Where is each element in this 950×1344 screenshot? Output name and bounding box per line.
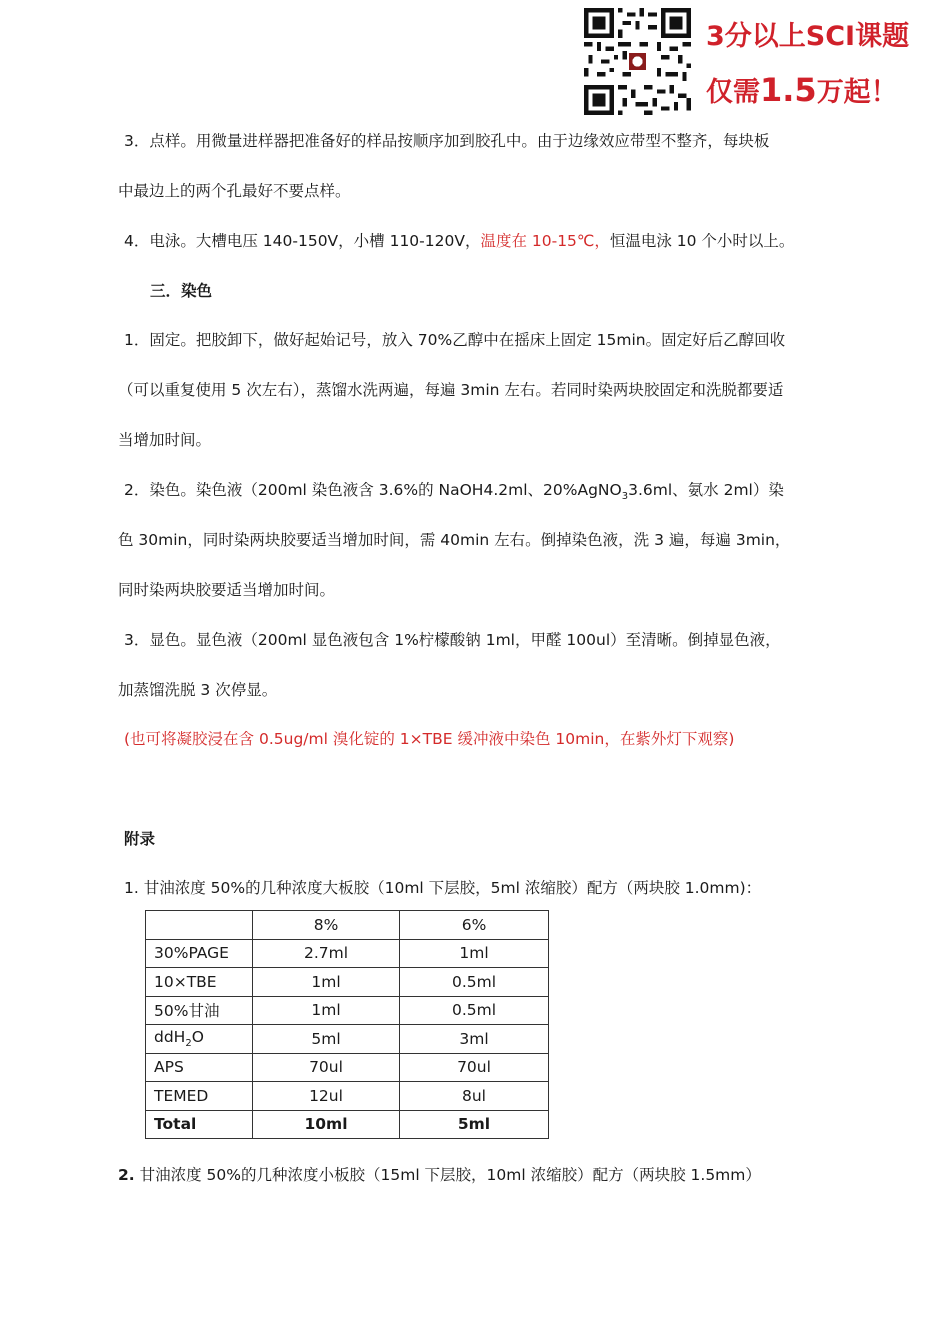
appendix-item: 1. 甘油浓度 50%的几种浓度大板胶（10ml 下层胶，5ml 浓缩胶）配方（两块胶 1.0mm)： xyxy=(124,879,762,897)
paragraph-line: 3．显色。显色液（200ml 显色液包含 1%柠檬酸钠 1ml，甲醛 100ul）至清晰。倒掉显色液， xyxy=(124,631,781,649)
table-cell: 0.5ml xyxy=(400,996,549,1025)
subscript: 3 xyxy=(621,491,629,503)
table-cell: 5ml xyxy=(400,1110,549,1139)
paragraph-line: 同时染两块胶要适当增加时间。 xyxy=(118,581,336,599)
text-segment: 4．电泳。大槽电压 140-150V，小槽 110-120V， xyxy=(124,232,481,250)
table-cell: 8% xyxy=(253,911,400,940)
subscript: 2 xyxy=(185,1038,192,1050)
text-segment: 恒温电泳 10 个小时以上。 xyxy=(609,232,795,250)
highlight-text: 温度在 10-15℃， xyxy=(480,232,610,250)
paragraph-line: 中最边上的两个孔最好不要点样。 xyxy=(118,182,351,200)
qr-code-icon[interactable] xyxy=(584,8,691,115)
table-row xyxy=(146,968,549,997)
table-cell: 5ml xyxy=(253,1025,400,1054)
section-heading: 三．染色 xyxy=(150,282,213,300)
paragraph-line xyxy=(124,478,784,509)
cell-text: O xyxy=(191,1028,204,1047)
text-segment: 2．染色。染色液（200ml 染色液含 3.6%的 NaOH4.2ml、20%AgNO xyxy=(124,481,622,499)
paragraph-line xyxy=(124,229,794,253)
table-cell: 50%甘油 xyxy=(146,996,253,1025)
table-header-row xyxy=(146,911,549,940)
appendix-heading: 附录 xyxy=(124,830,156,848)
table-cell: 0.5ml xyxy=(400,968,549,997)
table-cell: 8ul xyxy=(400,1082,549,1111)
paragraph-line: 色 30min，同时染两块胶要适当增加时间，需 40min 左右。倒掉染色液，洗 3 遍，每遍 3min， xyxy=(118,531,791,549)
table-cell: APS xyxy=(146,1053,253,1082)
table-row xyxy=(146,1082,549,1111)
ad-price-suffix: 万起！ xyxy=(816,77,898,108)
table-cell: 1ml xyxy=(253,968,400,997)
table-cell: 2.7ml xyxy=(253,939,400,968)
recipe-table xyxy=(145,910,549,1139)
ad-headline: 3分以上SCI课题 xyxy=(706,21,910,52)
table-total-row xyxy=(146,1110,549,1139)
table-cell: 70ul xyxy=(253,1053,400,1082)
cell-text: ddH xyxy=(154,1028,186,1047)
ad-price-number: 1.5 xyxy=(760,71,817,109)
paragraph-line: 当增加时间。 xyxy=(118,431,212,449)
table-cell: 1ml xyxy=(400,939,549,968)
table-row xyxy=(146,1053,549,1082)
table-cell: TEMED xyxy=(146,1082,253,1111)
note-line: (也可将凝胶浸在含 0.5ug/ml 溴化锭的 1×TBE 缓冲液中染色 10min，在紫外灯下观察) xyxy=(124,730,735,748)
table-cell: 1ml xyxy=(253,996,400,1025)
table-cell xyxy=(146,911,253,940)
table-cell: 6% xyxy=(400,911,549,940)
table-row xyxy=(146,939,549,968)
table-cell: 12ul xyxy=(253,1082,400,1111)
text-segment: 甘油浓度 50%的几种浓度小板胶（15ml 下层胶，10ml 浓缩胶）配方（两块胶 1.5mm） xyxy=(134,1166,761,1184)
ad-price-line xyxy=(706,70,898,109)
table-cell: Total xyxy=(146,1110,253,1139)
appendix-item xyxy=(118,1163,761,1187)
table-cell: 30%PAGE xyxy=(146,939,253,968)
table-cell: 10ml xyxy=(253,1110,400,1139)
paragraph-line: 1．固定。把胶卸下，做好起始记号，放入 70%乙醇中在摇床上固定 15min。固定好后乙醇回收 xyxy=(124,331,786,349)
item-number: 2. xyxy=(118,1166,135,1184)
table-cell: 10×TBE xyxy=(146,968,253,997)
table-cell xyxy=(146,1025,253,1054)
table-cell: 3ml xyxy=(400,1025,549,1054)
table-row xyxy=(146,1025,549,1054)
paragraph-line: 3．点样。用微量进样器把准备好的样品按顺序加到胶孔中。由于边缘效应带型不整齐，每块板 xyxy=(124,132,770,150)
table-row xyxy=(146,996,549,1025)
ad-price-prefix: 仅需 xyxy=(706,77,760,108)
table-cell: 70ul xyxy=(400,1053,549,1082)
paragraph-line: 加蒸馏洗脱 3 次停显。 xyxy=(118,681,278,699)
paragraph-line: （可以重复使用 5 次左右），蒸馏水洗两遍，每遍 3min 左右。若同时染两块胶固定和洗脱都要适 xyxy=(118,381,784,399)
text-segment: 3.6ml、氨水 2ml）染 xyxy=(628,481,784,499)
